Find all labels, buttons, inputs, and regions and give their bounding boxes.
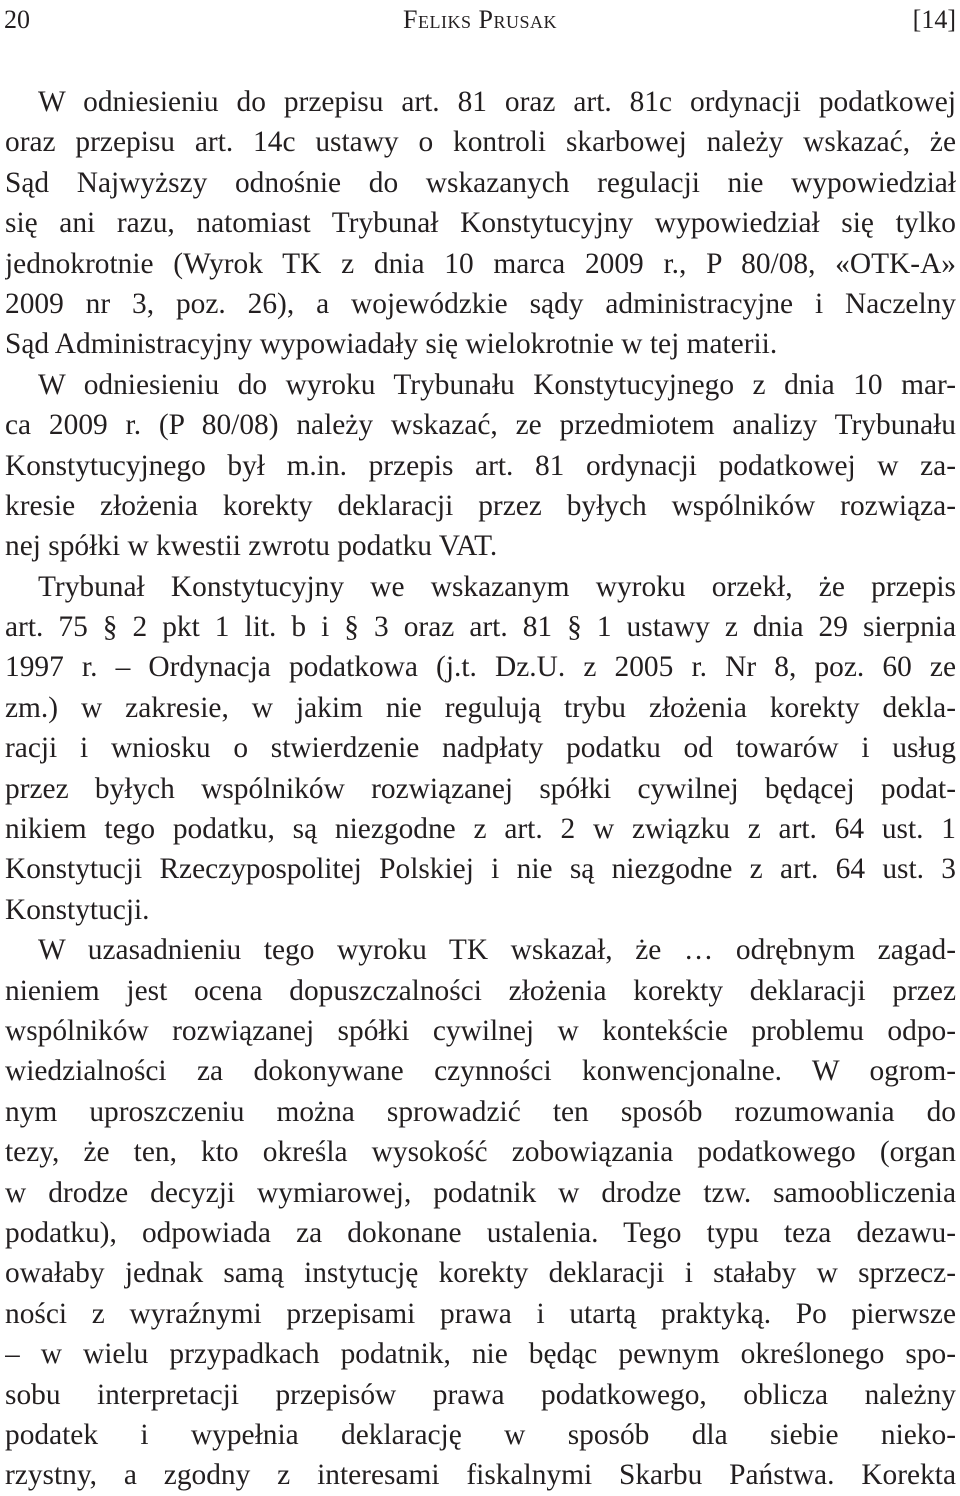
text-line: rzystny, a zgodny z interesami fiskalnymi Skarbu Państwa. Korekta [5,1459,956,1492]
text-line: jednokrotnie (Wyrok TK z dnia 10 marca 2009 r., P 80/08, «OTK-A» [5,247,956,280]
text-line: przez byłych wspólników rozwiązanej spółki cywilnej będącej podat- [5,772,956,805]
text-line: 2009 nr 3, poz. 26), a wojewódzkie sądy administracyjne i Naczelny [5,287,956,320]
section-marker: [14] [912,5,956,34]
text-line: tezy, że ten, kto określa wysokość zobowiązania podatkowego (organ [5,1136,956,1169]
paragraph-first-line: W odniesieniu do wyroku Trybunału Konstytucyjnego z dnia 10 mar- [38,368,956,401]
body-text [5,82,956,1496]
paragraph-first-line: Trybunał Konstytucyjny we wskazanym wyroku orzekł, że przepis [38,570,956,603]
text-line: kresie złożenia korekty deklaracji przez byłych wspólników rozwiąza- [5,489,956,522]
text-line: art. 75 § 2 pkt 1 lit. b i § 3 oraz art. 81 § 1 ustawy z dnia 29 sierpnia [5,611,956,644]
text-line: Konstytucji Rzeczypospolitej Polskiej i nie są niezgodne z art. 64 ust. 3 [5,853,956,886]
text-line: – w wielu przypadkach podatnik, nie będąc pewnym określonego spo- [5,1338,956,1371]
text-line: nej spółki w kwestii zwrotu podatku VAT. [5,530,498,563]
text-line: nieniem jest ocena dopuszczalności złożenia korekty deklaracji przez [5,974,956,1007]
text-line: 1997 r. – Ordynacja podatkowa (j.t. Dz.U. z 2005 r. Nr 8, poz. 60 ze [5,651,956,684]
text-line: owałaby jednak samą instytucję korekty deklaracji i stałaby w sprzecz- [5,1257,956,1290]
running-title-author: Feliks Prusak [403,5,557,34]
text-line: racji i wniosku o stwierdzenie nadpłaty podatku od towarów i usług [5,732,956,765]
text-line: się ani razu, natomiast Trybunał Konstytucyjny wypowiedział się tylko [5,207,956,240]
text-line: Sąd Najwyższy odnośnie do wskazanych regulacji nie wypowiedział [5,166,956,199]
text-line: podatek i wypełnia deklarację w sposób dla siebie nieko- [5,1418,956,1451]
text-line: w drodze decyzji wymiarowej, podatnik w drodze tzw. samoobliczenia [5,1176,956,1209]
text-line: Sąd Administracyjny wypowiadały się wielokrotnie w tej materii. [5,328,778,361]
running-head [4,0,956,40]
text-line: ności z wyraźnymi przepisami prawa i utartą praktyką. Po pierwsze [5,1297,956,1330]
page-number: 20 [4,5,30,34]
text-line: Konstytucyjnego był m.in. przepis art. 81 ordynacji podatkowej w za- [5,449,956,482]
paragraph-first-line: W odniesieniu do przepisu art. 81 oraz art. 81c ordynacji podatkowej [38,86,956,118]
text-line: wspólników rozwiązanej spółki cywilnej w kontekście problemu odpo- [5,1014,956,1047]
paragraph-first-line: W uzasadnieniu tego wyroku TK wskazał, że … odrębnym zagad- [38,934,956,967]
text-line: nym uproszczeniu można sprowadzić ten sposób rozumowania do [5,1095,956,1128]
text-line: oraz przepisu art. 14c ustawy o kontroli skarbowej należy wskazać, że [5,126,956,159]
text-line: wiedzialności za dokonywane czynności konwencjonalne. W ogrom- [5,1055,956,1088]
text-line: Konstytucji. [5,893,150,926]
text-line: sobu interpretacji przepisów prawa podatkowego, oblicza należny [5,1378,956,1411]
text-line: podatku), odpowiada za dokonane ustalenia. Tego typu teza dezawu- [5,1216,956,1249]
text-line: zm.) w zakresie, w jakim nie regulują trybu złożenia korekty dekla- [5,691,956,724]
text-line: ca 2009 r. (P 80/08) należy wskazać, ze przedmiotem analizy Trybunału [5,409,956,442]
text-line: nikiem tego podatku, są niezgodne z art. 2 w związku z art. 64 ust. 1 [5,813,956,846]
